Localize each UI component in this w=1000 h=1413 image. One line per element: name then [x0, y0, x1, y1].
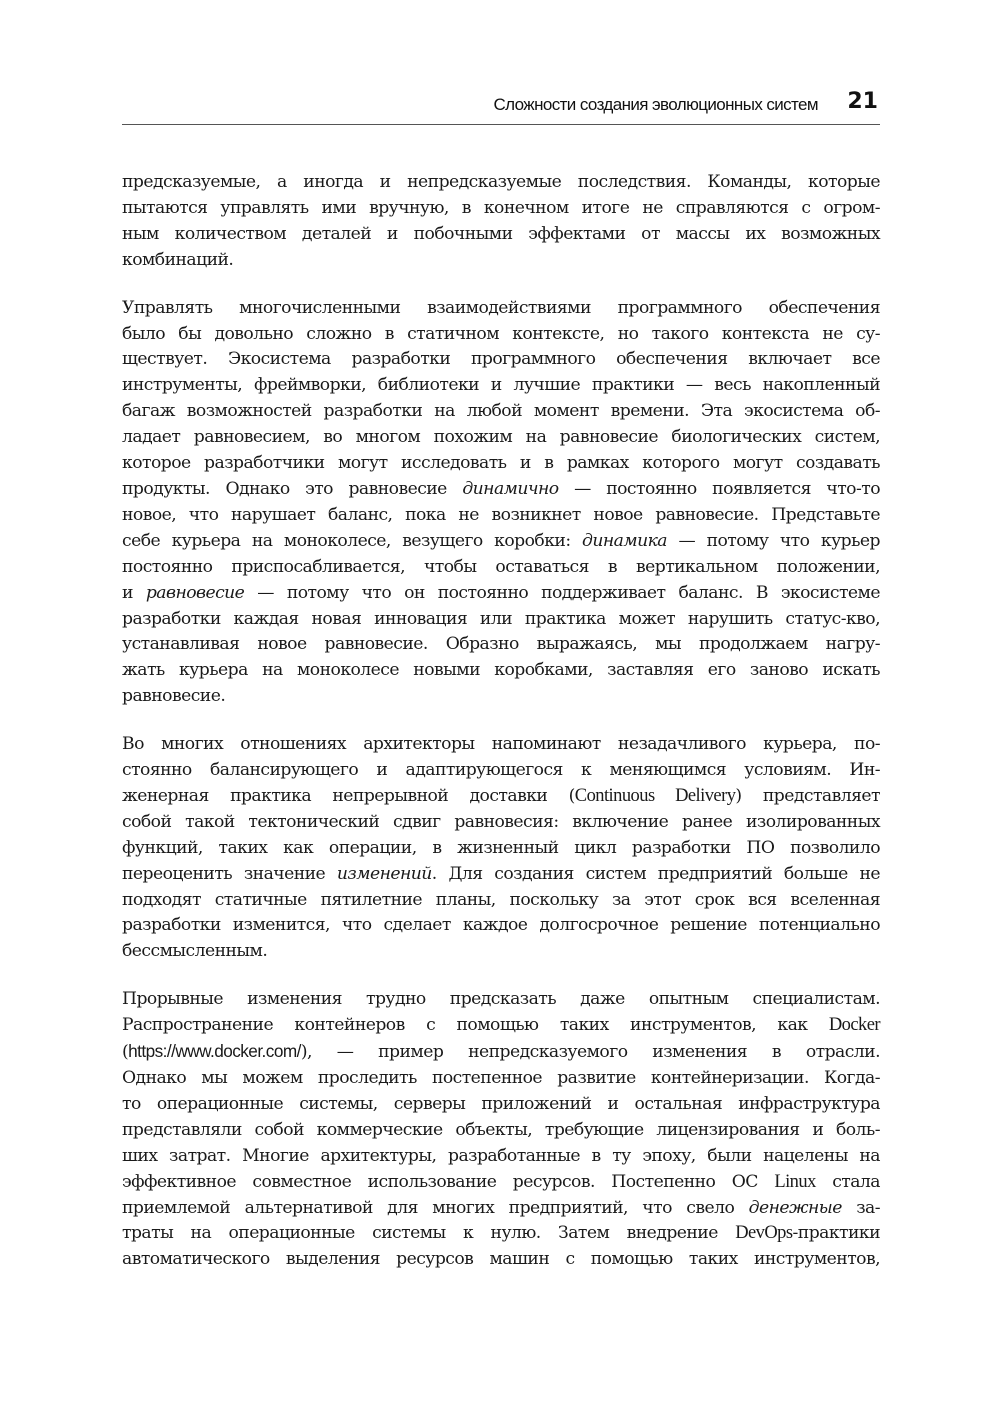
text-line: ших затрат. Многие архитектуры, разработанные в ту эпоху, были нацелены на — [122, 1145, 880, 1166]
latin-term: Linux — [774, 1171, 816, 1192]
text-line — [122, 1196, 880, 1222]
text-run: эффективное совместное использование ресурсов. Постепенно ОС — [122, 1171, 775, 1192]
text-line — [122, 1170, 880, 1196]
text-line: собой такой тектонический сдвиг равновесия: включение ранее изолированных — [122, 811, 880, 832]
text-line: ществует. Экосистема разработки программного обеспечения включает все — [122, 349, 880, 370]
text-run: и — [122, 582, 146, 603]
page-number: 21 — [847, 89, 878, 114]
text-run: приемлемой альтернативой для многих предприятий, что свело — [122, 1197, 749, 1218]
italic-term: динамично — [462, 478, 559, 499]
text-run: — постоянно появляется что-то — [558, 478, 880, 499]
text-run: продукты. Однако это равновесие — [122, 478, 463, 499]
text-line: разработки изменится, что сделает каждое долгосрочное решение потенциально — [122, 915, 880, 936]
chapter-title: Сложности создания эволюционных систем — [493, 95, 818, 114]
italic-term: равновесие — [145, 582, 245, 603]
text-line — [122, 581, 880, 607]
text-run: траты на операционные системы к нулю. Затем внедрение — [122, 1223, 736, 1244]
running-header — [122, 88, 880, 125]
paragraph-1 — [122, 170, 880, 274]
text-line: жать курьера на моноколесе новыми коробками, заставляя его заново искать — [122, 660, 880, 681]
text-line: было бы довольно сложно в статичном контексте, но такого контекста не су- — [122, 323, 880, 344]
latin-term: DevOps — [735, 1223, 793, 1244]
latin-term: Docker — [828, 1015, 880, 1036]
text-run: себе курьера на моноколесе, везущего коробки: — [122, 530, 583, 551]
docker-url-link[interactable]: https://www.docker.com/ — [128, 1041, 301, 1062]
text-run: — потому что курьер — [667, 530, 880, 551]
text-run: женерная практика непрерывной доставки ( — [122, 785, 575, 806]
text-line: комбинаций. — [122, 249, 234, 270]
text-line: равновесие. — [122, 686, 226, 707]
text-line: стоянно балансирующего и адаптирующегося к меняющимся условиям. Ин- — [122, 760, 880, 781]
text-run: стала — [815, 1171, 880, 1192]
paragraph-2 — [122, 296, 880, 711]
text-line: Прорывные изменения трудно предсказать даже опытным специалистам. — [122, 989, 880, 1010]
text-line: представляли собой коммерческие объекты, требующие лицензирования и боль- — [122, 1119, 880, 1140]
text-line: автоматического выделения ресурсов машин с помощью таких инструментов, — [122, 1249, 880, 1270]
italic-term: динамика — [582, 530, 667, 551]
text-line: Управлять многочисленными взаимодействиями программного обеспечения — [122, 297, 880, 318]
text-line: бессмысленным. — [122, 941, 268, 962]
italic-term: денежные — [748, 1197, 842, 1218]
paragraph-4 — [122, 987, 880, 1273]
text-line: которое разработчики могут исследовать и в рамках которого могут создавать — [122, 453, 880, 474]
text-line: разработки каждая новая инновация или практика может нарушить статус-кво, — [122, 608, 880, 629]
text-line: то операционные системы, серверы приложений и остальная инфраструктура — [122, 1093, 880, 1114]
text-line: ладает равновесием, во многом похожим на равновесие биологических систем, — [122, 427, 880, 448]
text-run: переоценить значение — [122, 863, 337, 884]
text-line — [122, 1013, 880, 1039]
latin-term: Continuous Delivery — [574, 785, 736, 806]
text-run: ( — [122, 1042, 129, 1063]
text-line — [122, 1221, 880, 1247]
text-line: функций, таких как операции, в жизненный цикл разработки ПО позволило — [122, 837, 880, 858]
text-line: Во многих отношениях архитекторы напоминают незадачливого курьера, по- — [122, 734, 880, 755]
italic-term: изменений — [336, 863, 432, 884]
text-line: ным количеством деталей и побочными эффектами от массы их возможных — [122, 223, 880, 244]
text-line — [122, 477, 880, 503]
paragraph-3 — [122, 732, 880, 965]
text-line — [122, 529, 880, 555]
text-line: устанавливая новое равновесие. Образно выражаясь, мы продолжаем нагру- — [122, 634, 880, 655]
text-run: ) представляет — [735, 785, 880, 806]
text-line: багаж возможностей разработки на любой момент времени. Эта экосистема об- — [122, 401, 880, 422]
text-line: постоянно приспосабливается, чтобы оставаться в вертикальном положении, — [122, 556, 880, 577]
text-run: Распространение контейнеров с помощью таких инструментов, как — [122, 1015, 829, 1036]
text-line — [122, 1039, 880, 1066]
text-run: -практики — [792, 1223, 880, 1244]
text-line: инструменты, фреймворки, библиотеки и лучшие практики — весь накопленный — [122, 375, 880, 396]
text-line: пытаются управлять ими вручную, в конечном итоге не справляются с огром- — [122, 197, 880, 218]
text-line: предсказуемые, а иногда и непредсказуемые последствия. Команды, которые — [122, 172, 880, 192]
text-run: ), — пример непредсказуемого изменения в отрасли. — [300, 1042, 880, 1063]
body-text — [122, 170, 880, 1295]
text-run: за- — [841, 1197, 880, 1218]
text-run: — потому что он постоянно поддерживает баланс. В экосистеме — [244, 582, 880, 603]
text-line — [122, 784, 880, 810]
text-line: новое, что нарушает баланс, пока не возникнет новое равновесие. Представьте — [122, 504, 880, 525]
text-line: подходят статичные пятилетние планы, поскольку за этот срок вся вселенная — [122, 889, 880, 910]
text-run: . Для создания систем предприятий больше не — [431, 863, 880, 884]
text-line — [122, 862, 880, 888]
text-line: Однако мы можем проследить постепенное развитие контейнеризации. Когда- — [122, 1068, 880, 1088]
